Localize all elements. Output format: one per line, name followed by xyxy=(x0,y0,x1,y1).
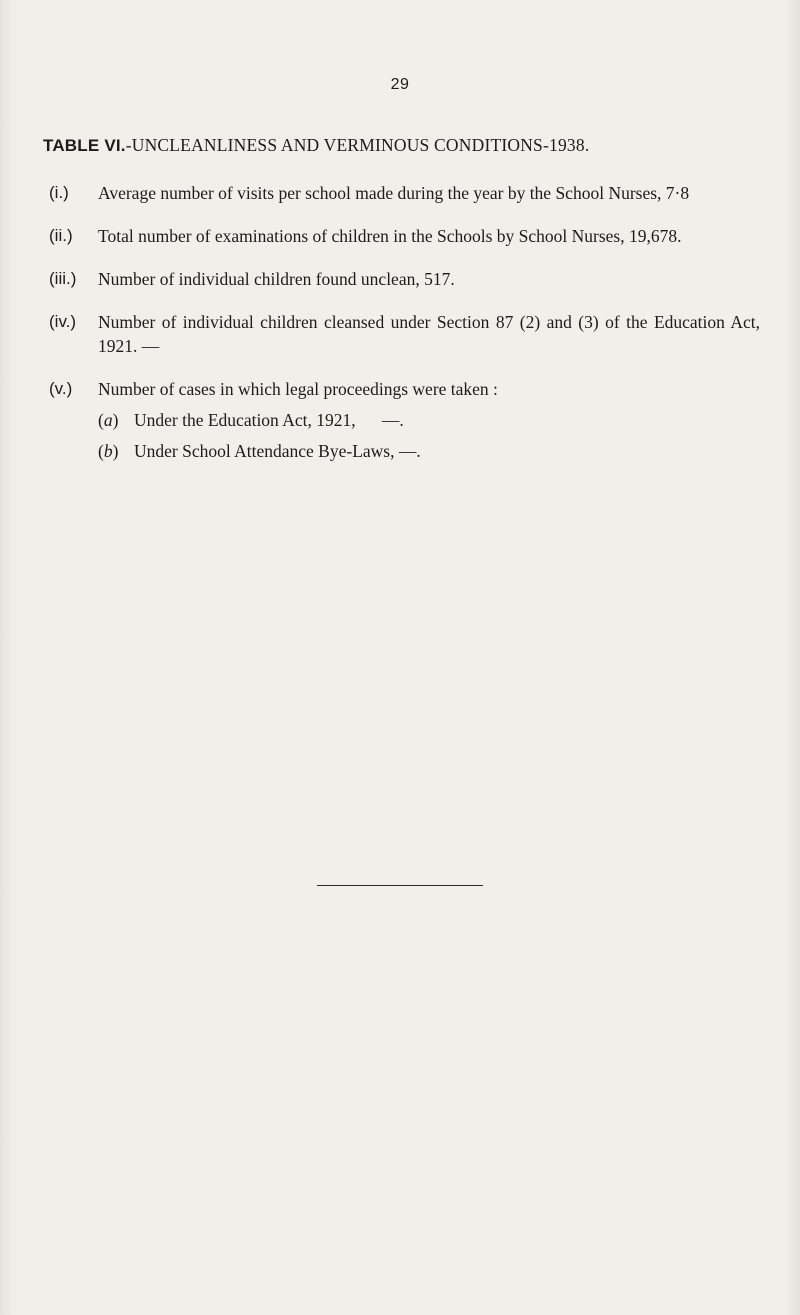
sub-item-text: Under School Attendance Bye-Laws, —. xyxy=(134,441,421,461)
list-item xyxy=(0,267,800,291)
divider-rule xyxy=(317,885,483,886)
table-heading xyxy=(43,135,783,156)
item-list xyxy=(0,181,800,482)
sub-item xyxy=(98,439,760,463)
item-text: Total number of examinations of children in the Schools by School Nurses, 19,678. xyxy=(98,226,682,246)
item-number: (i.) xyxy=(49,183,69,202)
item-number: (v.) xyxy=(49,379,73,398)
sub-item-letter: (a) xyxy=(98,410,119,430)
item-number: (iii.) xyxy=(49,269,77,288)
table-heading-prefix: TABLE VI. xyxy=(43,136,126,155)
list-item xyxy=(0,181,800,205)
item-number: (ii.) xyxy=(49,226,73,245)
sub-item-text: Under the Education Act, 1921, —. xyxy=(134,410,404,430)
item-text: Number of individual children cleansed under Section 87 (2) and (3) of the Education Act, 1921. — xyxy=(98,312,760,356)
item-text: Number of individual children found unclean, 517. xyxy=(98,269,455,289)
sub-item xyxy=(98,408,760,432)
list-item xyxy=(0,310,800,358)
item-text: Number of cases in which legal proceedings were taken : xyxy=(98,379,498,399)
sub-item-letter: (b) xyxy=(98,441,119,461)
item-text: Average number of visits per school made during the year by the School Nurses, 7·8 xyxy=(98,183,690,203)
list-item xyxy=(0,377,800,463)
item-number: (iv.) xyxy=(49,312,77,331)
table-heading-title: -UNCLEANLINESS AND VERMINOUS CONDITIONS-1938. xyxy=(125,135,590,155)
list-item xyxy=(0,224,800,248)
page-number: 29 xyxy=(390,76,410,93)
